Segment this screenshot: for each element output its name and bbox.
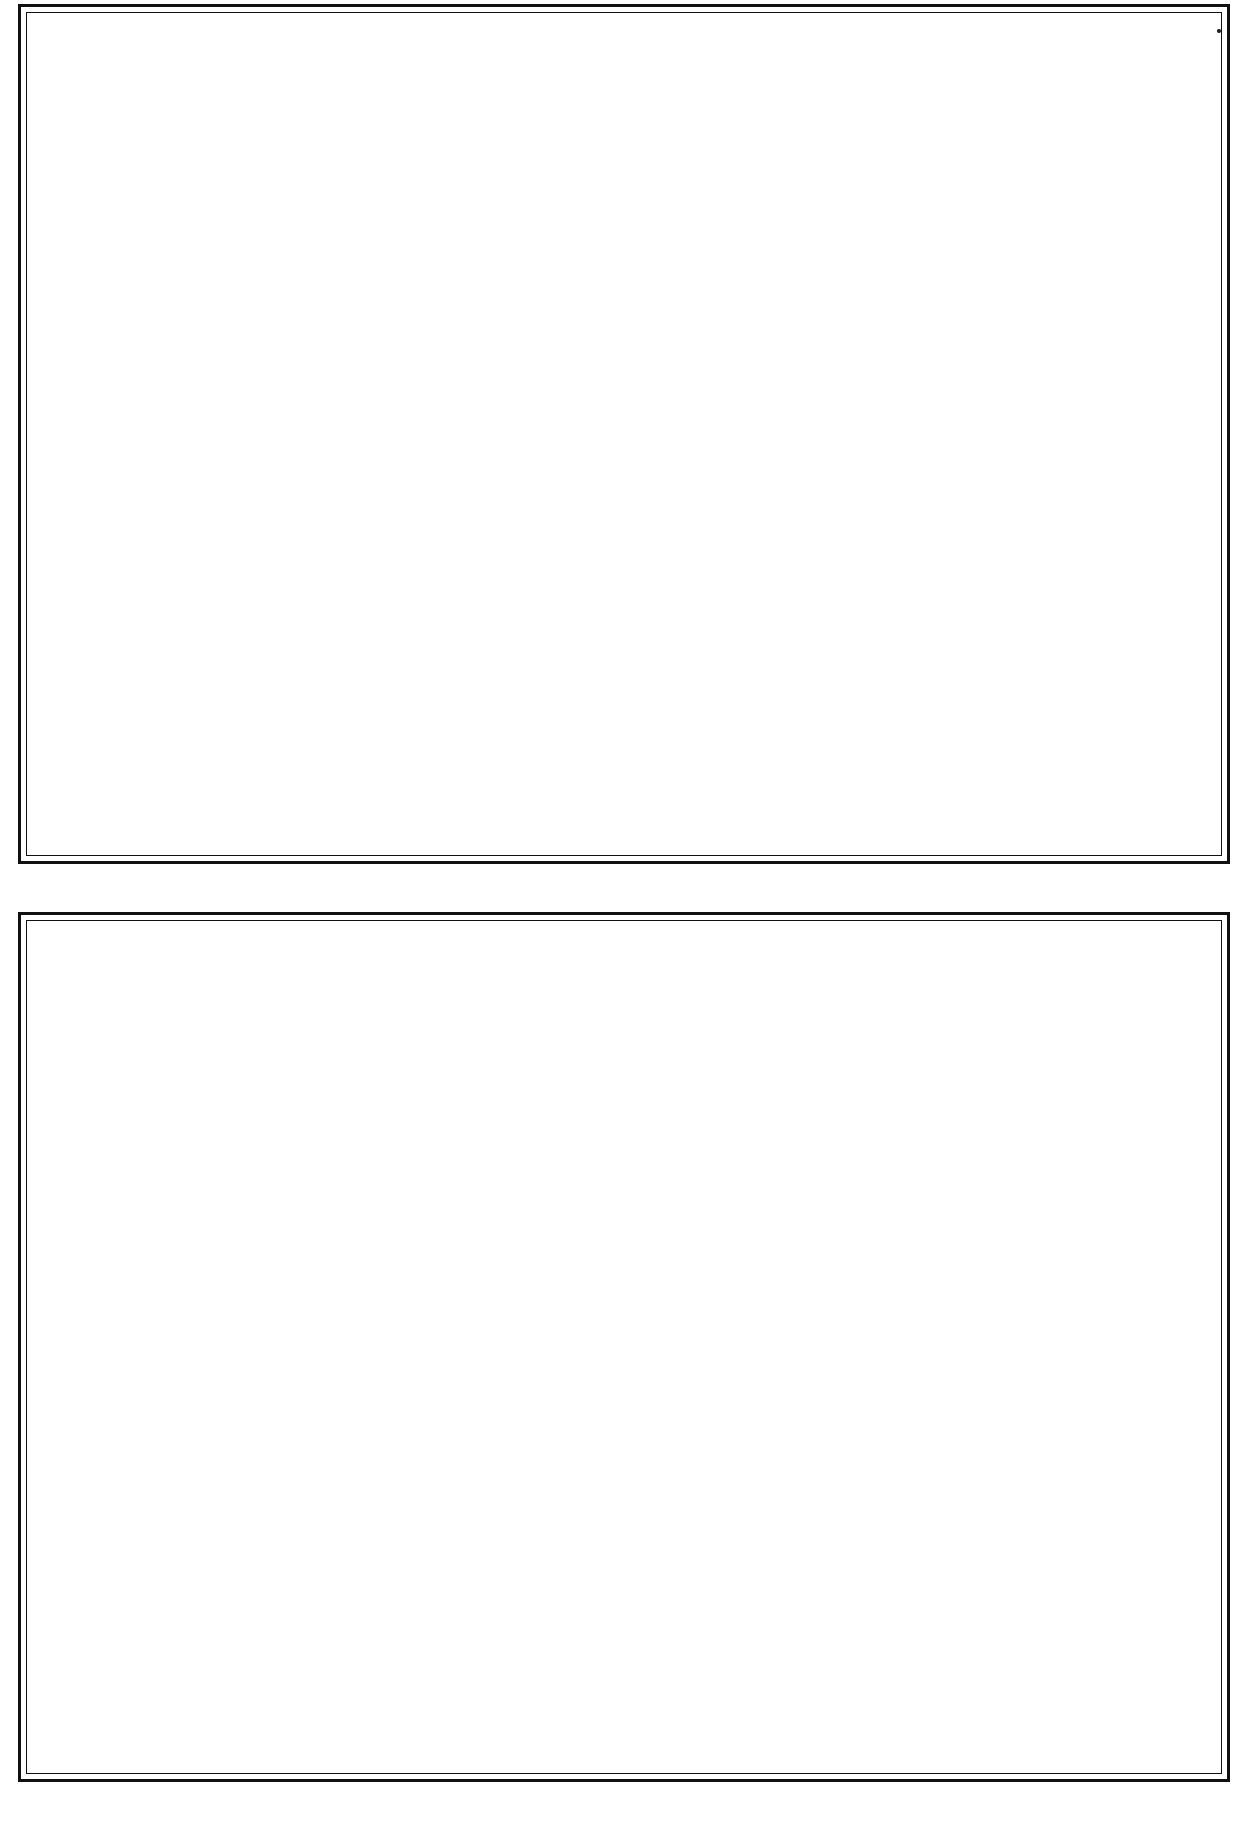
bottom-text-columns [30,924,1218,1770]
top-page-frame [18,4,1230,864]
bottom-page-frame [18,912,1230,1782]
top-text-columns [30,16,1218,852]
